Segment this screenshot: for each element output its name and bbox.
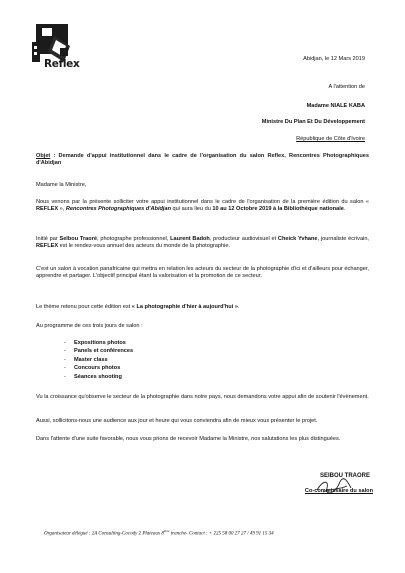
paragraph-closing: Dans l'attente d'une suite favorable, nous vous prions de recevoir Madame la Ministre, nos salutations les plus distinguées. (36, 436, 341, 442)
recipient-name: Madame NIALE KABA (306, 103, 365, 109)
text-span: Le thème retenu pour cette édition est (36, 304, 132, 310)
subject-line (36, 153, 369, 168)
text-span: , producteur audiovisuel et (209, 236, 278, 242)
text-span: REFLEX (36, 206, 59, 213)
footer-superscript: ème (163, 529, 170, 533)
text-span: est le rendez-vous annuel des acteurs du monde de la photographie. (58, 243, 231, 250)
list-item: - Séances shooting (64, 373, 133, 381)
subject-label: Objet (36, 153, 51, 159)
list-item: - Expositions photos (64, 339, 133, 347)
paragraph-program-intro: Au programme de ces trois jours de salon : (36, 323, 143, 329)
list-item: - Concours photos (64, 364, 133, 372)
program-list (64, 339, 133, 381)
paragraph-vocation: C'est un salon à vocation panafricaine qui mettra en relation les acteurs du secteur de la photographie d'ici et d'ailleurs pour échanger, apprendre et partager. L'objectif principal étant la valorisation et la promotion de ce secteur. (36, 266, 369, 280)
signatory-name: SEIBOU TRAORE (319, 473, 370, 479)
footer-text: Organisateur délégué : 2A Consulting-Cocody 2 Plateaux 8 (44, 531, 164, 537)
text-span: REFLEX (36, 243, 59, 250)
text-span: », (58, 206, 66, 213)
paragraph-support: Vu la croissance qu'observe le secteur de la photographie dans notre pays, nous demandons votre appui afin de soutenir l'évènement. (36, 394, 369, 400)
list-item: - Panels et conférences (64, 347, 133, 355)
salutation: Madame la Ministre, (36, 182, 87, 188)
letter-date: Abidjan, le 12 Mars 2019 (303, 56, 365, 62)
paragraph-founders (36, 236, 369, 251)
text-span: Nous venons par la présente solliciter votre appui institutionnel dans le cadre de l'organisation de la première édition du salon « (36, 199, 369, 205)
text-span: Rencontres Photographiques d'Abidjan (65, 206, 171, 213)
paragraph-theme (36, 304, 369, 311)
text-span: . (343, 206, 346, 213)
text-span: qui aura lieu du (171, 206, 213, 213)
text-span: Laurent Badoh (170, 236, 210, 242)
text-span: , photographe professionnel, (97, 236, 171, 242)
subject-text: : Demande d'appui institutionnel dans le cadre de l'organisation du salon Reflex, Rencontres Photographiques d'Abidjan (36, 153, 369, 167)
list-item: - Master class (64, 356, 133, 364)
recipient-ministry: Ministre Du Plan Et Du Développement (261, 119, 365, 125)
recipient-country: République de Côte d'Ivoire (296, 136, 365, 142)
text-span: Seïbou Traoré (59, 236, 97, 242)
text-span: Initié par (36, 236, 60, 242)
text-span: Cheick Yvhane (277, 236, 318, 242)
text-span: . (237, 304, 240, 310)
paragraph-intro (36, 199, 369, 214)
text-span: « La photographie d'hier à aujourd'hui » (131, 304, 238, 310)
text-span: , journaliste écrivain, (317, 236, 369, 242)
attention-line: A l'attention de (328, 84, 365, 90)
footer-text: tranche- Contact : (169, 531, 208, 537)
letter-footer (44, 529, 374, 537)
text-span: 10 au 12 Octobre 2019 à la Bibliothèque nationale (212, 206, 344, 213)
paragraph-audience: Aussi, sollicitons-nous une audience aux jour et heure qui vous conviendra afin de mieux vous présenter le projet. (36, 418, 318, 424)
signatory-role: Co-commissaire du salon (304, 488, 373, 494)
footer-contact: + 225 58 00 27 27 / 49 91 15 34 (207, 531, 274, 537)
logo-wordmark: Reflex (44, 58, 80, 70)
